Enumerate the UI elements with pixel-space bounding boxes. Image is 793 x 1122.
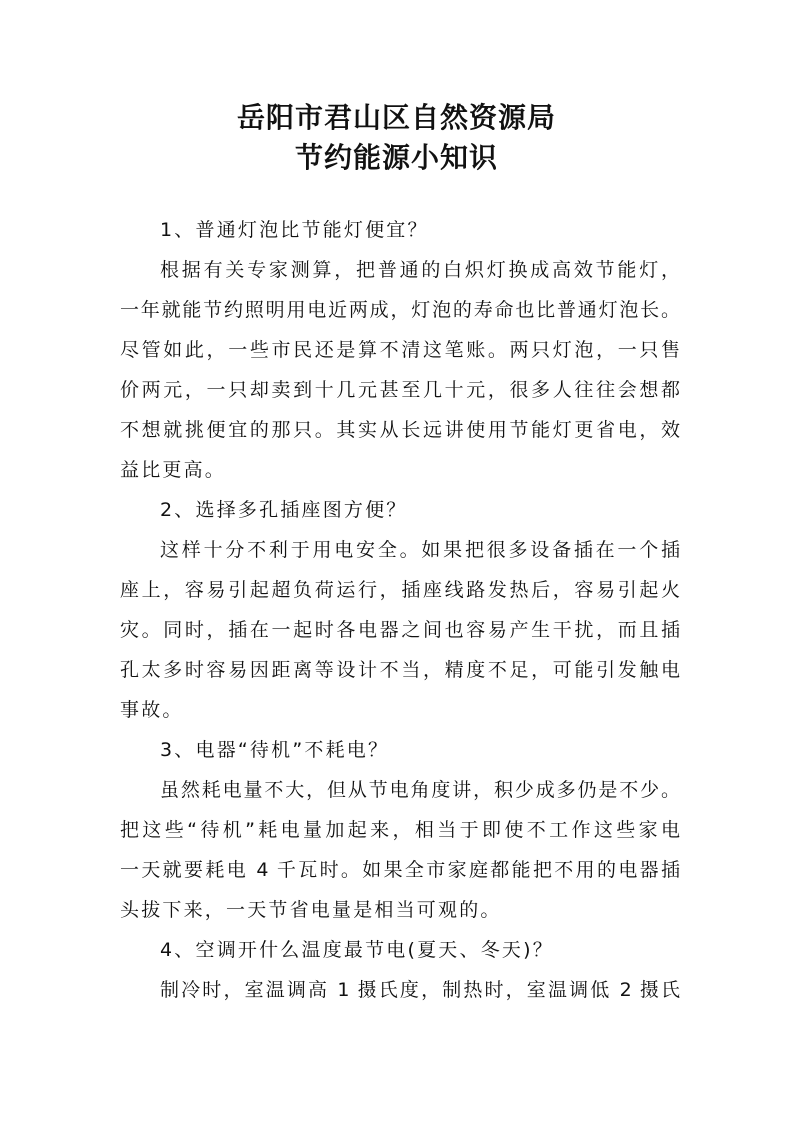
body-text-line: 一天就要耗电 4 千瓦时。如果全市家庭都能把不用的电器插 [120, 859, 680, 881]
body-text-line: 价两元，一只却卖到十几元甚至几十元，很多人往往会想都 [120, 379, 680, 401]
body-text-line: 灾。同时，插在一起时各电器之间也容易产生干扰，而且插 [120, 619, 680, 641]
question-heading-1: 1、普通灯泡比节能灯便宜？ [160, 219, 429, 241]
body-text-line: 事故。 [120, 699, 184, 721]
question-heading-2: 2、选择多孔插座图方便？ [160, 499, 408, 521]
body-text-line: 根据有关专家测算，把普通的白炽灯换成高效节能灯， [160, 259, 680, 281]
body-text-line: 孔太多时容易因距离等设计不当，精度不足，可能引发触电 [120, 659, 680, 681]
body-text-line: 不想就挑便宜的那只。其实从长远讲使用节能灯更省电，效 [120, 419, 680, 441]
body-text-line: 制冷时，室温调高 1 摄氏度，制热时，室温调低 2 摄氏 [160, 979, 680, 1001]
body-text-line: 这样十分不利于用电安全。如果把很多设备插在一个插 [160, 539, 680, 561]
question-heading-3: 3、电器“待机”不耗电？ [160, 739, 390, 761]
body-text-line: 益比更高。 [120, 459, 227, 481]
body-text-line: 把这些“待机”耗电量加起来，相当于即使不工作这些家电 [120, 819, 680, 841]
body-text-line: 座上，容易引起超负荷运行，插座线路发热后，容易引起火 [120, 579, 680, 601]
question-heading-4: 4、空调开什么温度最节电(夏天、冬天)？ [160, 939, 554, 961]
body-text-line: 虽然耗电量不大，但从节电角度讲，积少成多仍是不少。 [160, 779, 680, 801]
body-text-line: 尽管如此，一些市民还是算不清这笔账。两只灯泡，一只售 [120, 339, 680, 361]
document-subtitle: 节约能源小知识 [294, 141, 498, 174]
body-text-line: 一年就能节约照明用电近两成，灯泡的寿命也比普通灯泡长。 [120, 299, 680, 321]
body-text-line: 头拔下来，一天节省电量是相当可观的。 [120, 899, 502, 921]
document-title: 岳阳市君山区自然资源局 [236, 101, 556, 134]
